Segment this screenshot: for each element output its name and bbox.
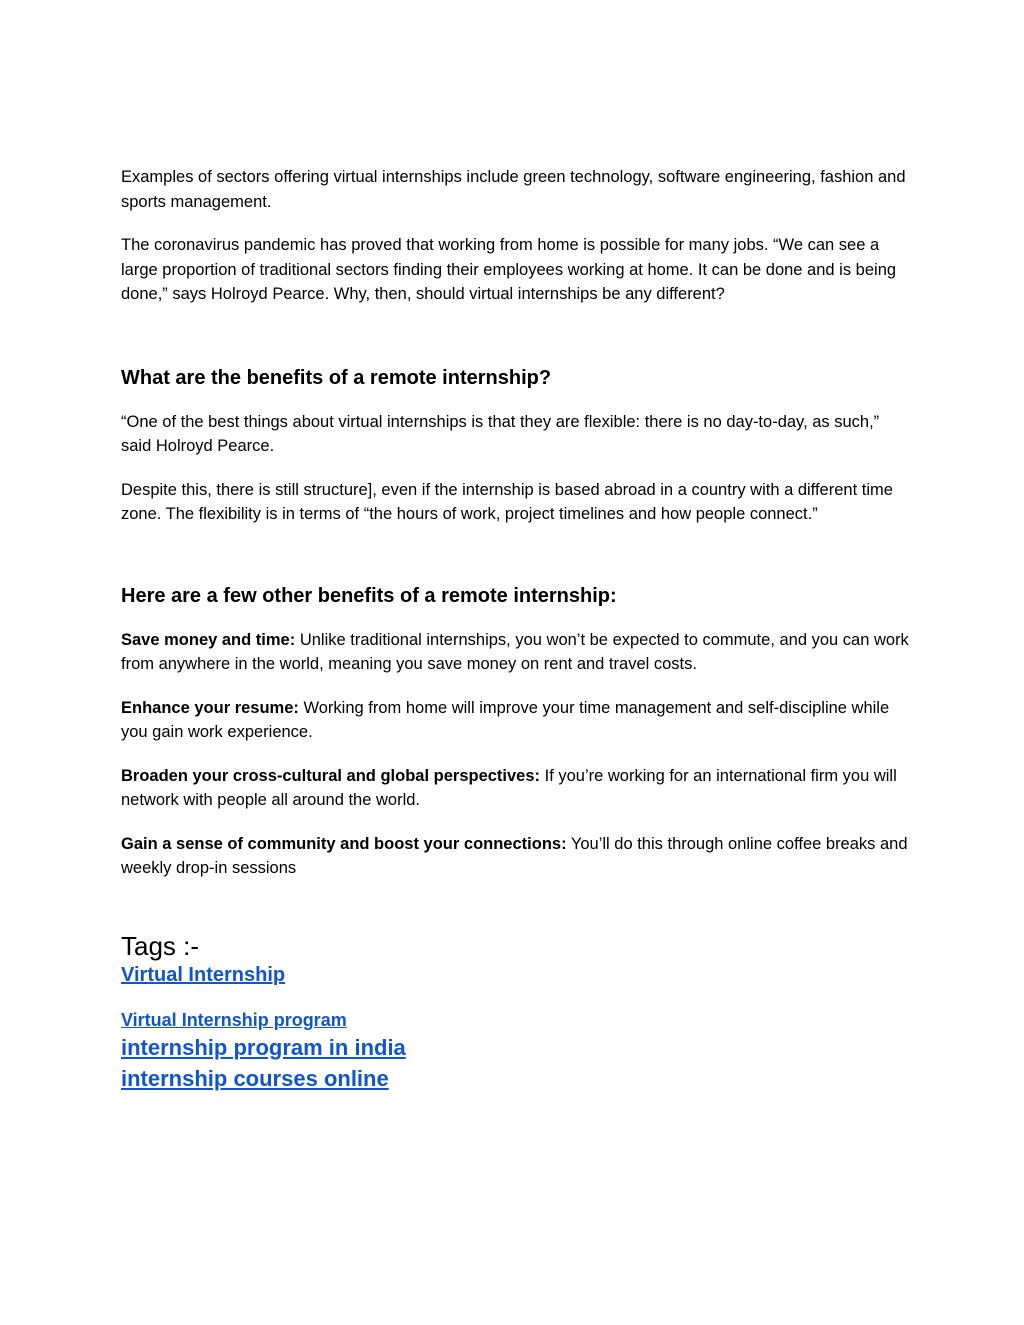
benefit-text: If you’re working for an international firm you will network with people all around the world.: [121, 766, 897, 809]
paragraph-sectors: Examples of sectors offering virtual internships include green technology, software engineering, fashion and sports management.: [121, 168, 906, 211]
tag-link-virtual-internship-program[interactable]: Virtual Internship program: [121, 1009, 347, 1030]
benefit-enhance-resume: [121, 696, 911, 745]
document-body: [121, 165, 911, 1094]
tag-link-internship-program-india[interactable]: internship program in india: [121, 1034, 406, 1060]
benefit-title: Broaden your cross-cultural and global perspectives:: [121, 766, 541, 785]
paragraph-pandemic: The coronavirus pandemic has proved that working from home is possible for many jobs. “We can see a large proportion of traditional sectors finding their employees working at home. It can be done and is being done,” says Holroyd Pearce. Why, then, should virtual internships be any different?: [121, 236, 897, 303]
benefit-community: [121, 832, 911, 881]
benefit-title: Gain a sense of community and boost your connections:: [121, 834, 567, 853]
heading-other-benefits: Here are a few other benefits of a remote internship:: [121, 584, 617, 607]
paragraph-flexible-quote: “One of the best things about virtual internships is that they are flexible: there is no day-to-day, as such,” said Holroyd Pearce.: [121, 412, 880, 455]
heading-benefits: What are the benefits of a remote internship?: [121, 366, 552, 389]
benefit-title: Save money and time:: [121, 630, 296, 649]
tag-link-virtual-internship[interactable]: Virtual Internship: [121, 963, 286, 986]
paragraph-structure: Despite this, there is still structure], even if the internship is based abroad in a country with a different time zone. The flexibility is in terms of “the hours of work, project timelines and how people connect.”: [121, 480, 893, 523]
benefit-save-money: [121, 628, 911, 677]
benefit-text: Unlike traditional internships, you won’t be expected to commute, and you can work from anywhere in the world, meaning you save money on rent and travel costs.: [121, 630, 909, 673]
benefit-cross-cultural: [121, 764, 911, 813]
tag-link-internship-courses-online[interactable]: internship courses online: [121, 1065, 389, 1091]
tags-title: Tags :-: [121, 930, 200, 961]
benefit-text: Working from home will improve your time management and self-discipline while you gain work experience.: [121, 698, 890, 741]
benefit-text: You’ll do this through online coffee breaks and weekly drop-in sessions: [121, 834, 908, 877]
benefit-title: Enhance your resume:: [121, 698, 299, 717]
